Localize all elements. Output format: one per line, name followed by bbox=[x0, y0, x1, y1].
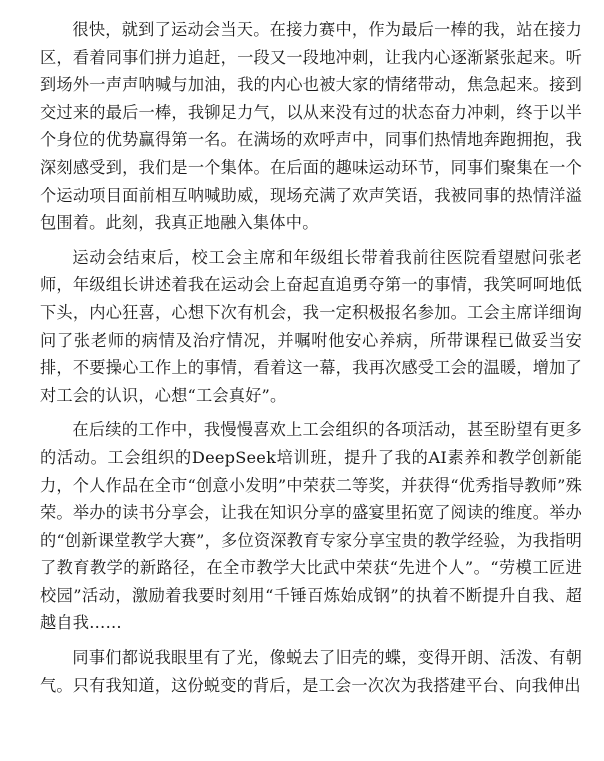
document-page bbox=[40, 16, 582, 699]
paragraph-hospital-visit: 运动会结束后，校工会主席和年级组长带着我前往医院看望慰问张老师，年级组长讲述着我在运动会上奋起直追勇夺第一的事情，我笑呵呵地低下头，内心狂喜，心想下次有机会，我一定积极报名参加。工会主席详细询问了张老师的病情及治疗情况，并嘱咐他安心养病，所带课程已做妥当安排，不要操心工作上的事情，看着这一幕，我再次感受工会的温暖，增加了对工会的认识，心想“工会真好”。 bbox=[40, 247, 582, 405]
paragraph-transformation: 同事们都说我眼里有了光，像蜕去了旧壳的蝶，变得开朗、活泼、有朝气。只有我知道，这份蜕变的背后，是工会一次次为我搭建平台、向我伸出 bbox=[40, 648, 582, 695]
paragraph-sports-day: 很快，就到了运动会当天。在接力赛中，作为最后一棒的我，站在接力区，看着同事们拼力追赶，一段又一段地冲刺，让我内心逐渐紧张起来。听到场外一声声呐喊与加油，我的内心也被大家的情绪带动，焦急起来。接到交过来的最后一棒，我铆足力气，以从来没有过的状态奋力冲刺，终于以半个身位的优势赢得第一名。在满场的欢呼声中，同事们热情地奔跑拥抱，我深刻感受到，我们是一个集体。在后面的趣味运动环节，同事们聚集在一个个运动项目面前相互呐喊助威，现场充满了欢声笑语，我被同事的热情洋溢包围着。此刻，我真正地融入集体中。 bbox=[40, 20, 582, 233]
paragraph-union-activities: 在后续的工作中，我慢慢喜欢上工会组织的各项活动，甚至盼望有更多的活动。工会组织的DeepSeek培训班，提升了我的AI素养和教学创新能力，个人作品在全市“创意小发明”中荣获二等奖，并获得“优秀指导教师”殊荣。举办的读书分享会，让我在知识分享的盛宴里拓宽了阅读的维度。举办的“创新课堂教学大赛”，多位资深教育专家分享宝贵的教学经验，为我指明了教育教学的新路径，在全市教学大比武中荣获“先进个人”。“劳模工匠进校园”活动，激励着我要时刻用“千锤百炼始成钢”的执着不断提升自我、超越自我…… bbox=[40, 420, 582, 633]
